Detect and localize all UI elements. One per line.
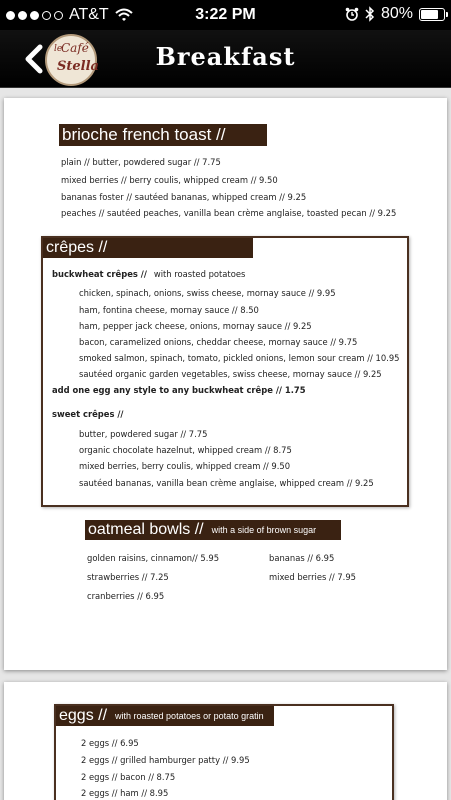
menu-item: 2 eggs // ham // 8.95 [81, 788, 169, 798]
menu-item: 2 eggs // grilled hamburger patty // 9.95 [81, 755, 250, 765]
menu-page-1[interactable] [4, 98, 447, 670]
logo-text-cafe: Café [61, 41, 89, 55]
page-title: Breakfast [155, 42, 296, 71]
menu-item: 2 eggs // bacon // 8.75 [81, 772, 176, 782]
menu-item: mixed berries // 7.95 [269, 572, 356, 582]
menu-item: sautéed bananas, vanilla bean crème anglaise, whipped cream // 9.25 [79, 478, 374, 488]
buckwheat-title: buckwheat crêpes // [52, 269, 147, 279]
oatmeal-subtitle: with a side of brown sugar [211, 525, 317, 535]
logo-text-stella: Stella [57, 59, 99, 74]
menu-item: bananas // 6.95 [269, 553, 335, 563]
logo-text-le: le [54, 44, 63, 54]
brioche-header [59, 124, 267, 146]
menu-item: ham, fontina cheese, mornay sauce // 8.50 [79, 305, 259, 315]
menu-item: sautéed organic garden vegetables, swiss cheese, mornay sauce // 9.25 [79, 369, 382, 379]
menu-item: plain // butter, powdered sugar // 7.75 [61, 157, 221, 167]
bluetooth-icon [365, 6, 375, 22]
battery-icon [419, 8, 445, 21]
menu-item: cranberries // 6.95 [87, 591, 165, 601]
buckwheat-heading [52, 269, 245, 279]
egg-addon-note: add one egg any style to any buckwheat crêpe // 1.75 [52, 385, 306, 395]
eggs-subtitle: with roasted potatoes or potato gratin [115, 711, 264, 721]
menu-item: butter, powdered sugar // 7.75 [79, 429, 208, 439]
menu-item: organic chocolate hazelnut, whipped cream // 8.75 [79, 445, 292, 455]
menu-item: bananas foster // sautéed bananas, whipped cream // 9.25 [61, 192, 307, 202]
brioche-title: brioche french toast // [62, 125, 226, 144]
eggs-header [56, 706, 274, 726]
menu-item: golden raisins, cinnamon// 5.95 [87, 553, 220, 563]
menu-item: 2 eggs // 6.95 [81, 738, 139, 748]
navigation-bar [0, 30, 451, 88]
crepes-header [43, 238, 253, 258]
menu-item: ham, pepper jack cheese, onions, mornay sauce // 9.25 [79, 321, 312, 331]
menu-page-2[interactable] [4, 682, 447, 800]
menu-item: mixed berries, berry coulis, whipped cream // 9.50 [79, 461, 291, 471]
sweet-crepes-heading: sweet crêpes // [52, 409, 124, 419]
oatmeal-title: oatmeal bowls // [88, 521, 204, 539]
menu-item: peaches // sautéed peaches, vanilla bean crème anglaise, toasted pecan // 9.25 [61, 208, 397, 218]
carrier-label: AT&T [69, 6, 109, 23]
status-bar [0, 0, 451, 30]
status-right [345, 5, 445, 23]
menu-item: mixed berries // berry coulis, whipped cream // 9.50 [61, 175, 278, 185]
eggs-title: eggs // [59, 707, 108, 725]
menu-item: strawberries // 7.25 [87, 572, 169, 582]
crepes-title: crêpes // [46, 239, 108, 256]
oatmeal-header [85, 520, 341, 540]
alarm-clock-icon [345, 7, 359, 21]
buckwheat-subtitle: with roasted potatoes [153, 269, 246, 279]
menu-item: chicken, spinach, onions, swiss cheese, mornay sauce // 9.95 [79, 288, 336, 298]
menu-item: bacon, caramelized onions, cheddar cheese, mornay sauce // 9.75 [79, 337, 358, 347]
battery-percent: 80% [380, 5, 413, 22]
menu-item: smoked salmon, spinach, tomato, pickled onions, lemon sour cream // 10.95 [79, 353, 400, 363]
status-time: 3:22 PM [195, 6, 256, 23]
battery-fill [421, 10, 438, 19]
